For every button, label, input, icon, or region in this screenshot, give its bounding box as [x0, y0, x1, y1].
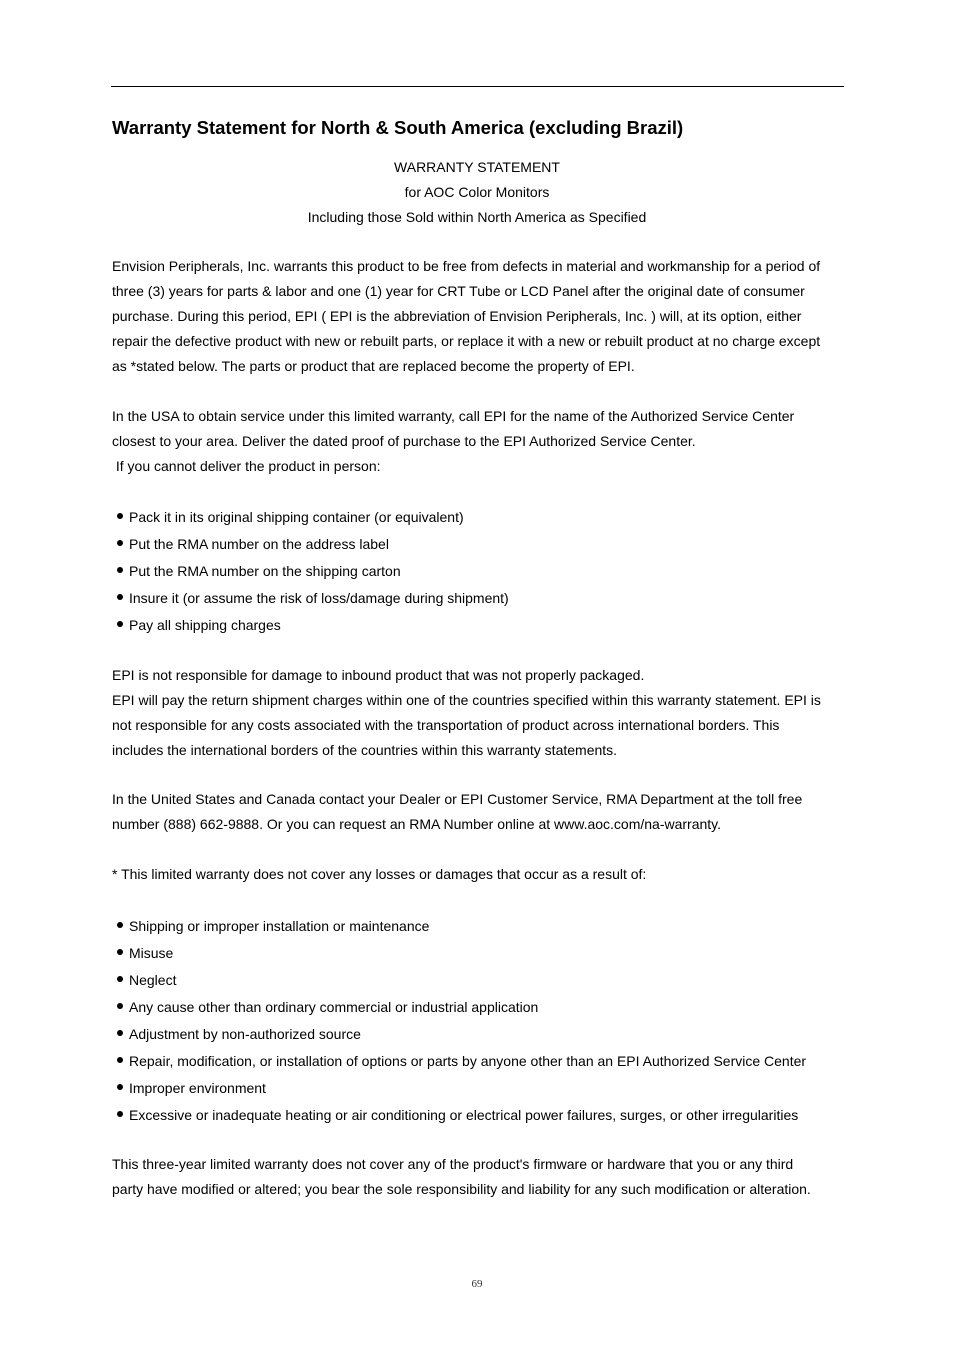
- list-item: [115, 1048, 850, 1075]
- bullet-icon: [117, 1030, 123, 1036]
- list-item: [115, 585, 850, 612]
- section-heading: Warranty Statement for North & South America (excluding Brazil): [112, 117, 684, 138]
- list-item-text: Neglect: [129, 972, 177, 988]
- contact-paragraph: [112, 787, 847, 837]
- list-item: [115, 1021, 850, 1048]
- text-line: not responsible for any costs associated with the transportation of product across international borders. This: [112, 717, 780, 733]
- list-item-text: Put the RMA number on the shipping carton: [129, 563, 401, 579]
- list-item: [115, 940, 850, 967]
- shipment-charges-paragraph: [112, 663, 847, 763]
- text-line: closest to your area. Deliver the dated proof of purchase to the EPI Authorized Service Center.: [112, 433, 696, 449]
- warranty-terms-paragraph: [112, 254, 847, 379]
- text-line: EPI will pay the return shipment charges within one of the countries specified within this warranty statement. EPI is: [112, 692, 821, 708]
- text-line: * This limited warranty does not cover any losses or damages that occur as a result of:: [112, 866, 647, 882]
- bullet-icon: [117, 621, 123, 627]
- bullet-icon: [117, 1111, 123, 1117]
- text-line: In the United States and Canada contact your Dealer or EPI Customer Service, RMA Department at the toll free: [112, 791, 803, 807]
- list-item: [115, 913, 850, 940]
- list-item: [115, 531, 850, 558]
- text-line: repair the defective product with new or rebuilt parts, or replace it with a new or rebuilt product at no charge except: [112, 333, 821, 349]
- list-item: [115, 612, 850, 639]
- list-item: [115, 1075, 850, 1102]
- exclusions-intro: [112, 862, 847, 887]
- text-line: party have modified or altered; you bear the sole responsibility and liability for any such modification or alteration.: [112, 1181, 811, 1197]
- text-line: includes the international borders of the countries within this warranty statements.: [112, 742, 618, 758]
- text-line: EPI is not responsible for damage to inbound product that was not properly packaged.: [112, 667, 645, 683]
- list-item-text: Adjustment by non-authorized source: [129, 1026, 361, 1042]
- header-rule: [111, 86, 844, 87]
- list-item: [115, 504, 850, 531]
- shipping-steps-list: [115, 504, 850, 639]
- bullet-icon: [117, 922, 123, 928]
- list-item: [115, 558, 850, 585]
- list-item: [115, 1102, 850, 1129]
- list-item-text: Pay all shipping charges: [129, 617, 281, 633]
- text-line: as *stated below. The parts or product that are replaced become the property of EPI.: [112, 358, 635, 374]
- text-line: Envision Peripherals, Inc. warrants this product to be free from defects in material and workmanship for a period of: [112, 258, 821, 274]
- list-item-text: Shipping or improper installation or maintenance: [129, 918, 430, 934]
- subtitle-line-1: WARRANTY STATEMENT: [394, 159, 560, 175]
- bullet-icon: [117, 594, 123, 600]
- bullet-icon: [117, 1057, 123, 1063]
- list-item-text: Excessive or inadequate heating or air conditioning or electrical power failures, surges, or other irregularities: [129, 1107, 799, 1123]
- bullet-icon: [117, 976, 123, 982]
- list-item: [115, 994, 850, 1021]
- text-line: purchase. During this period, EPI ( EPI is the abbreviation of Envision Peripherals, Inc. ) will, at its option, either: [112, 308, 802, 324]
- list-item-text: Improper environment: [129, 1080, 266, 1096]
- bullet-icon: [117, 949, 123, 955]
- bullet-icon: [117, 1084, 123, 1090]
- bullet-icon: [117, 540, 123, 546]
- subtitle-line-2: for AOC Color Monitors: [404, 184, 550, 200]
- service-instructions-paragraph: [112, 404, 847, 479]
- subtitle-line-3: Including those Sold within North America as Specified: [307, 209, 647, 225]
- list-item-text: Put the RMA number on the address label: [129, 536, 389, 552]
- text-line: number (888) 662-9888. Or you can request an RMA Number online at www.aoc.com/na-warranty.: [112, 816, 722, 832]
- firmware-clause-paragraph: [112, 1152, 847, 1202]
- list-item-text: Insure it (or assume the risk of loss/damage during shipment): [129, 590, 509, 606]
- text-line: If you cannot deliver the product in person:: [112, 458, 381, 474]
- text-line: three (3) years for parts & labor and one (1) year for CRT Tube or LCD Panel after the original date of consumer: [112, 283, 805, 299]
- bullet-icon: [117, 567, 123, 573]
- text-line: This three-year limited warranty does not cover any of the product's firmware or hardware that you or any third: [112, 1156, 794, 1172]
- page-number: 69: [471, 1278, 483, 1290]
- bullet-icon: [117, 1003, 123, 1009]
- list-item-text: Repair, modification, or installation of options or parts by anyone other than an EPI Authorized Service Center: [129, 1053, 807, 1069]
- list-item-text: Any cause other than ordinary commercial or industrial application: [129, 999, 539, 1015]
- bullet-icon: [117, 513, 123, 519]
- list-item-text: Misuse: [129, 945, 174, 961]
- text-line: In the USA to obtain service under this limited warranty, call EPI for the name of the Authorized Service Center: [112, 408, 795, 424]
- exclusions-list: [115, 913, 850, 1129]
- list-item-text: Pack it in its original shipping container (or equivalent): [129, 509, 464, 525]
- list-item: [115, 967, 850, 994]
